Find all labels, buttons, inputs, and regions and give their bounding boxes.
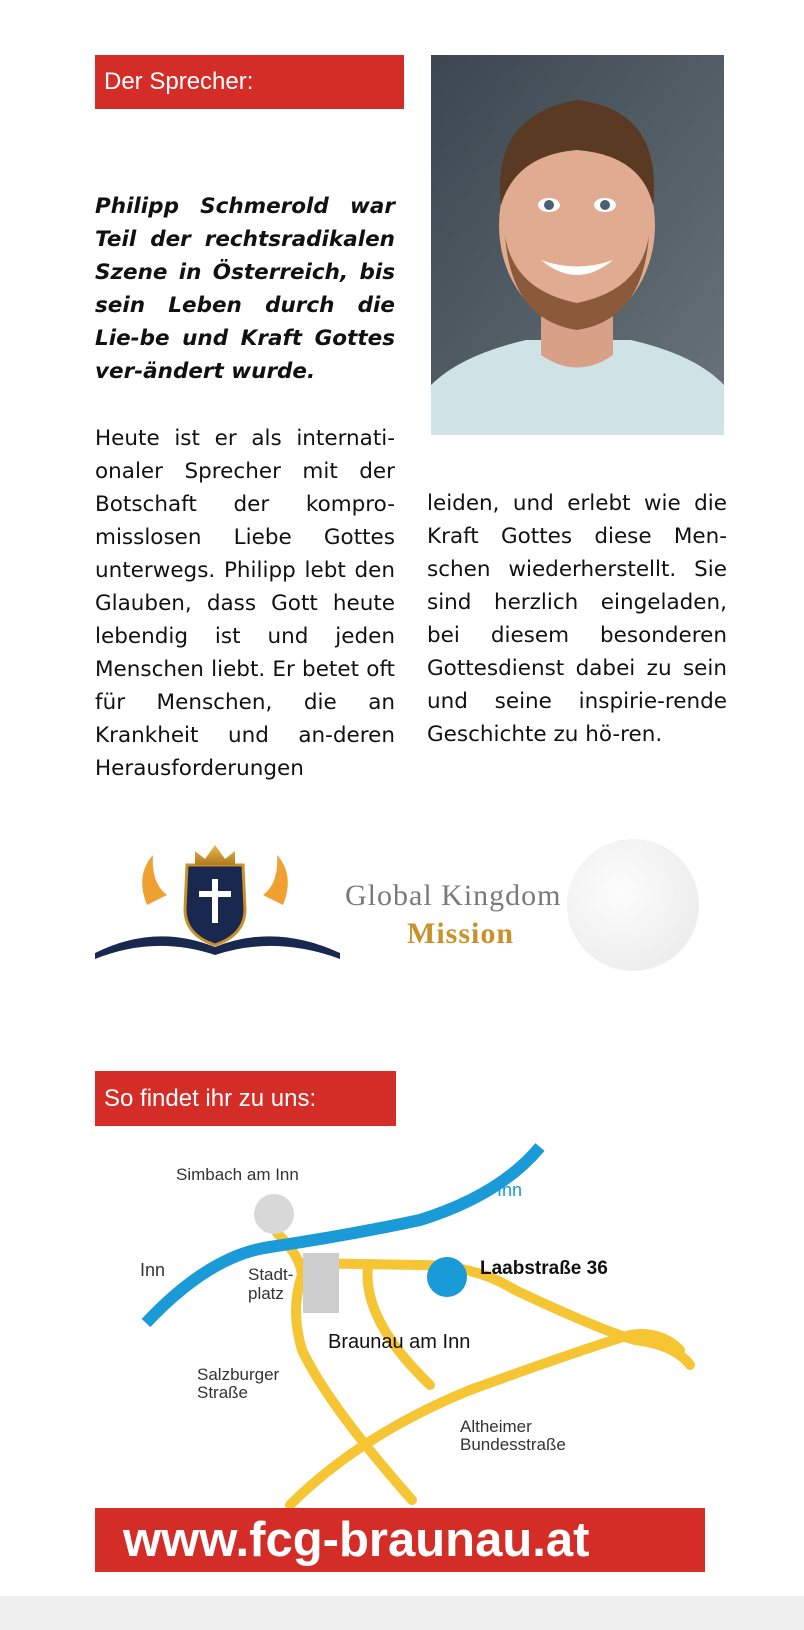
global-kingdom-mission-logo [95, 835, 715, 975]
portrait-image [431, 55, 724, 435]
directions-heading: So findet ihr zu uns: [95, 1071, 396, 1126]
globe-icon [567, 839, 699, 971]
speaker-heading: Der Sprecher: [95, 55, 404, 109]
label-stadtplatz-2: platz [248, 1284, 284, 1303]
speaker-bio-right: leiden, und erlebt wie die Kraft Gottes diese Men-schen wiederherstellt. Sie sind herzlich eingeladen, bei diesem besonderen Gottesdienst dabei zu sein und seine inspirie-rende Geschichte zu hö-ren. [427, 491, 727, 747]
label-salzburger-1: Salzburger [197, 1365, 280, 1384]
speaker-photo [431, 55, 724, 435]
address-marker [427, 1257, 467, 1297]
label-stadtplatz-1: Stadt- [248, 1265, 294, 1284]
label-altheimer-2: Bundesstraße [460, 1435, 566, 1454]
label-inn-right: Inn [497, 1180, 523, 1200]
crest-icon [95, 845, 340, 959]
speaker-bio-left: Heute ist er als internati-onaler Sprecher mit der Botschaft der kompro-misslosen Liebe Gottes unterwegs. Philipp lebt den Glauben, dass Gott heute lebendig ist und jeden Menschen liebt. Er betet oft für Menschen, die an Krankheit und an-deren Herausforderungen [95, 426, 395, 781]
label-braunau: Braunau am Inn [328, 1331, 471, 1353]
logo-line1: Global Kingdom [345, 879, 562, 912]
logo-line2: Mission [407, 917, 515, 950]
label-address: Laabstraße 36 [480, 1258, 608, 1279]
website-banner[interactable] [95, 1508, 705, 1572]
label-salzburger-2: Straße [197, 1383, 249, 1402]
label-altheimer-1: Altheimer [460, 1417, 532, 1436]
label-inn-left: Inn [140, 1260, 166, 1280]
directions-map [130, 1135, 720, 1515]
simbach-marker [254, 1194, 294, 1234]
label-simbach: Simbach am Inn [176, 1165, 299, 1184]
website-url[interactable]: www.fcg-braunau.at [123, 1513, 590, 1567]
speaker-intro: Philipp Schmerold war Teil der rechtsradikalen Szene in Österreich, bis sein Leben durch die Lie-be und Kraft Gottes ver-ändert wurde. [95, 194, 395, 384]
stadtplatz-marker [303, 1253, 339, 1313]
